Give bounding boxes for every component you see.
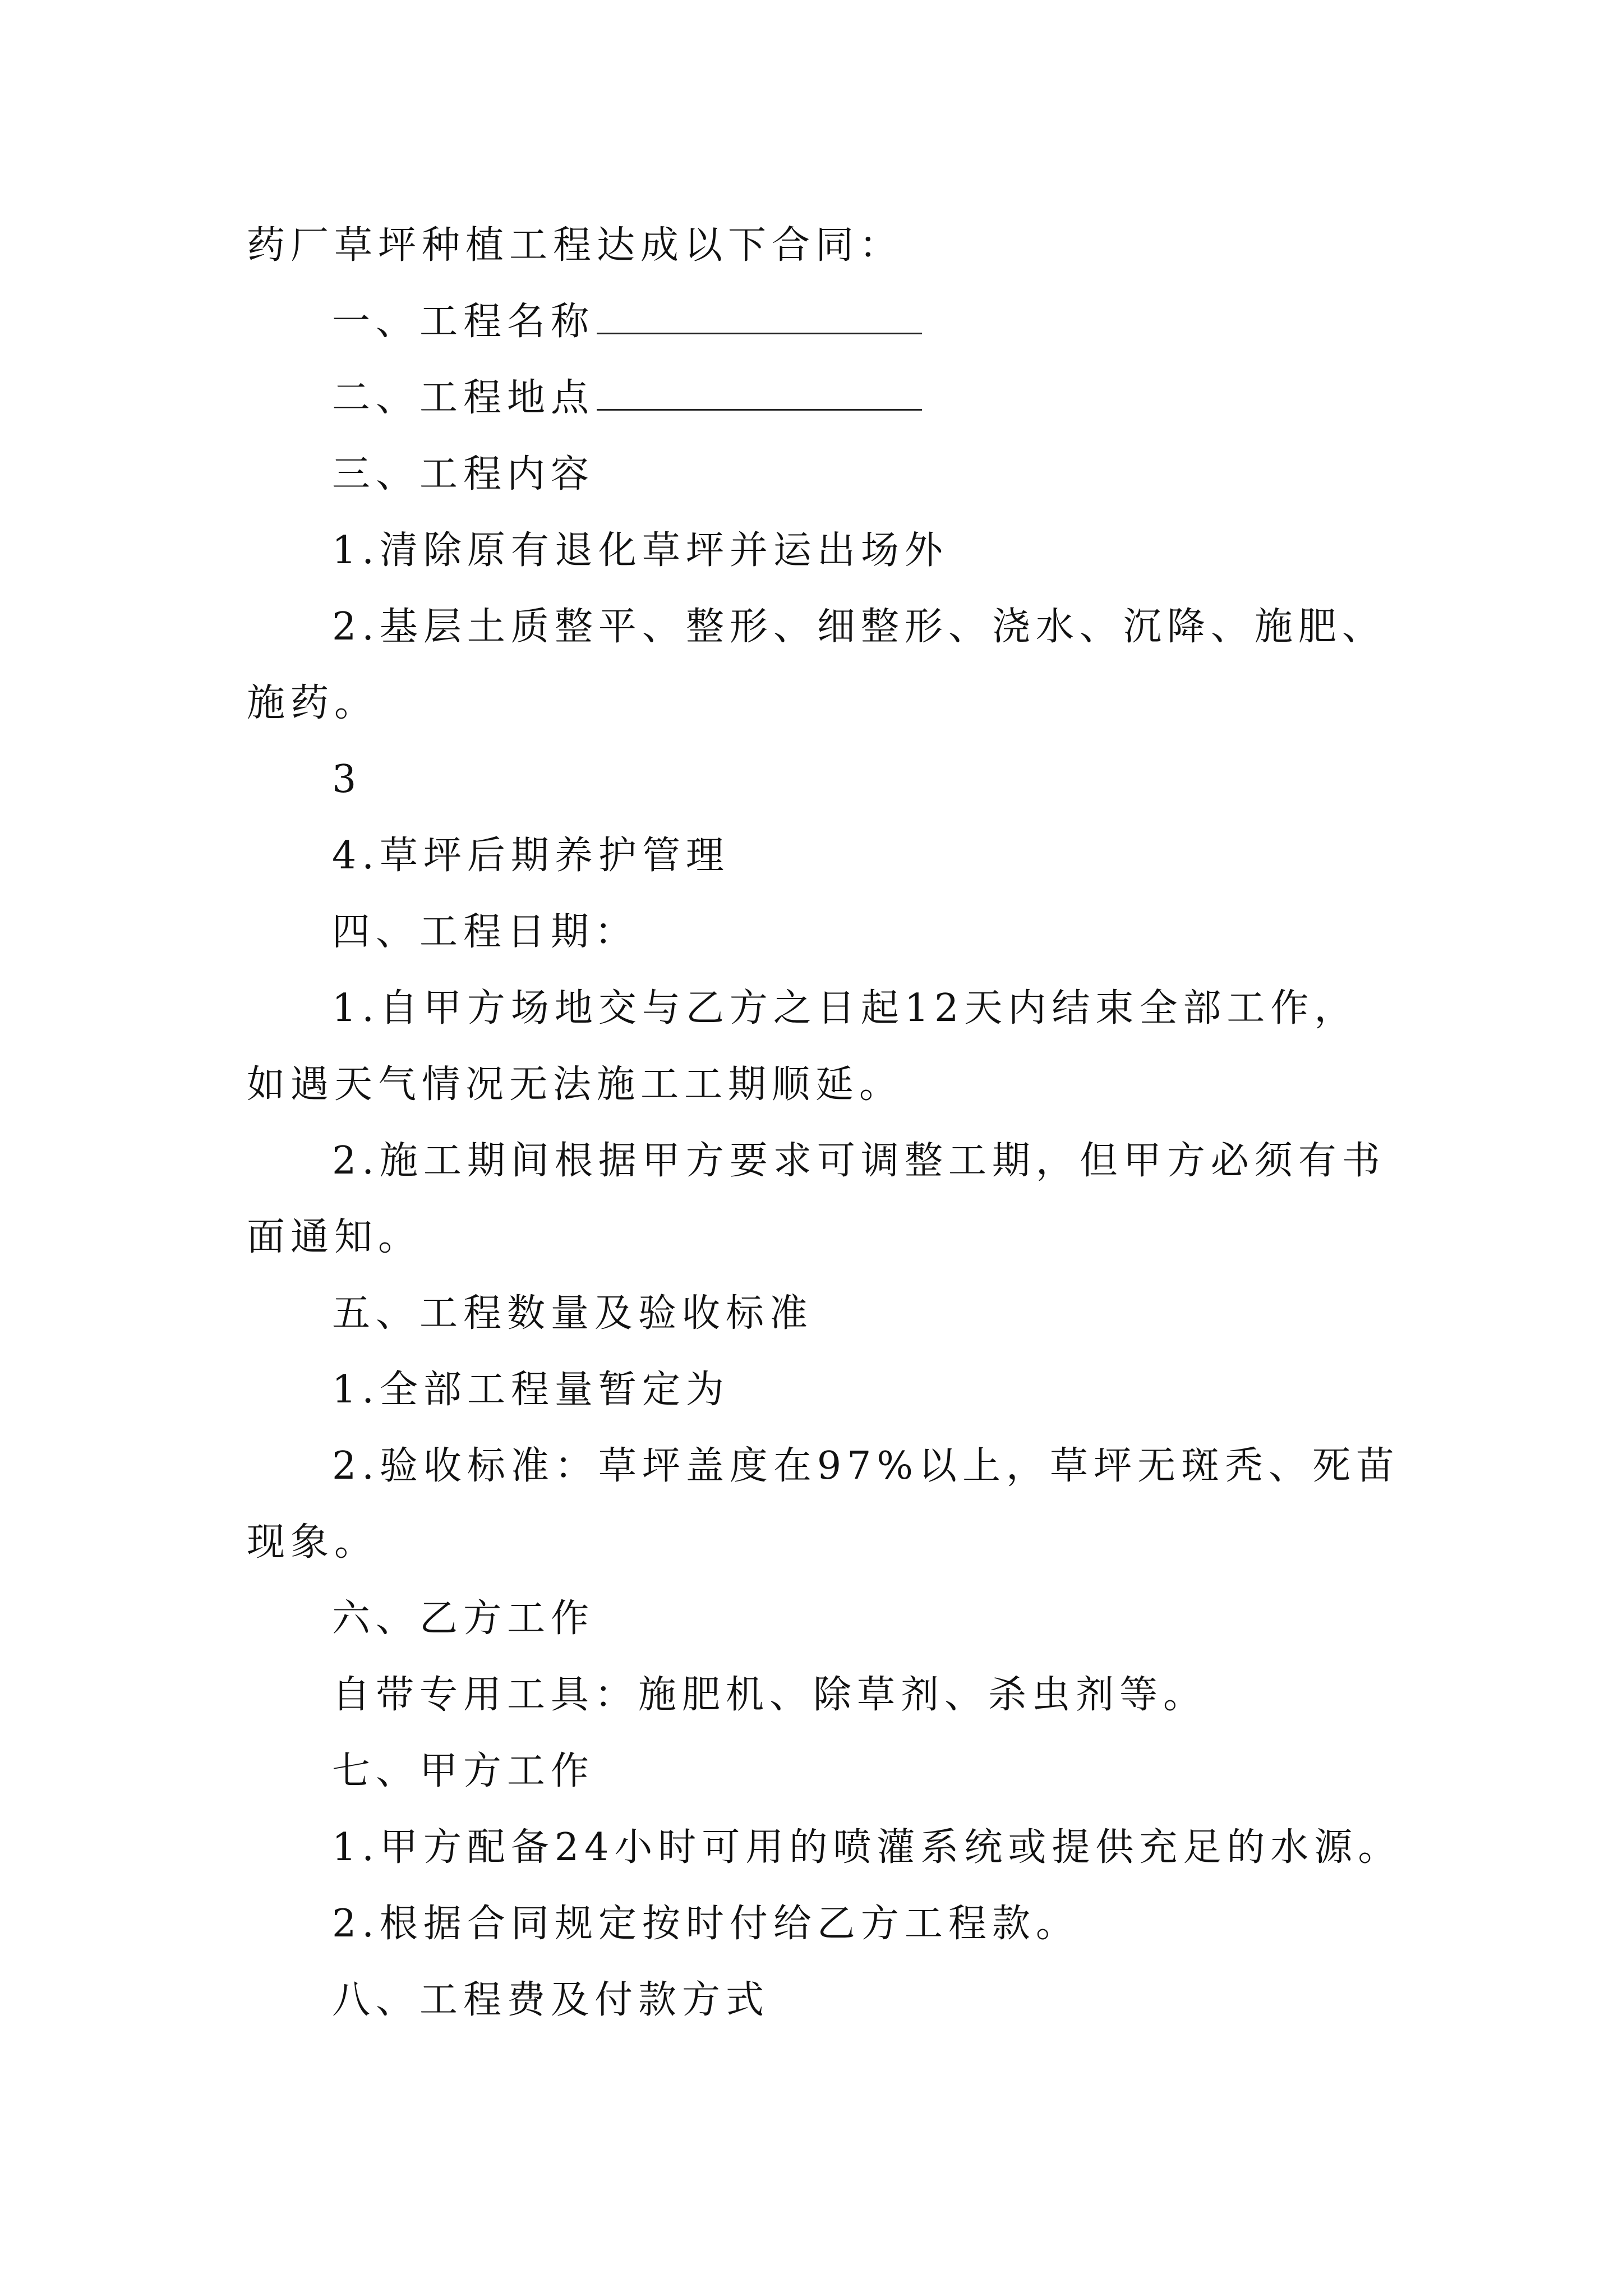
project-location-blank[interactable] [597,370,922,411]
section-heading-party-b: 六、乙方工作 [332,1596,595,1641]
quantity-item-1: 1.全部工程量暂定为 [332,1368,730,1412]
section-project-name-label: 一、工程名称 [332,300,595,344]
quantity-item-2: 2.验收标准：草坪盖度在97%以上，草坪无斑秃、死苗 [332,1444,1400,1488]
dates-item-1: 1.自甲方场地交与乙方之日起12天内结束全部工作， [332,986,1358,1030]
section-project-location-label: 二、工程地点 [332,376,595,420]
dates-item-2-continued: 面通知。 [247,1215,422,1259]
dates-item-2: 2.施工期间根据甲方要求可调整工期，但甲方必须有书 [332,1139,1386,1183]
section-heading-quantity: 五、工程数量及验收标准 [332,1291,814,1336]
party-a-item-2: 2.根据合同规定按时付给乙方工程款。 [332,1902,1080,1946]
section-heading-payment: 八、工程费及付款方式 [332,1978,770,2022]
content-item-2-continued: 施药。 [247,681,379,725]
quantity-item-2-continued: 现象。 [247,1520,379,1565]
intro-line: 药厂草坪种植工程达成以下合同： [247,223,903,268]
section-heading-party-a: 七、甲方工作 [332,1749,595,1793]
dates-item-1-continued: 如遇天气情况无法施工工期顺延。 [247,1062,903,1107]
content-item-1: 1.清除原有退化草坪并运出场外 [332,528,948,573]
content-item-3: 3 [332,757,362,802]
section-project-location [247,360,1402,436]
content-item-4: 4.草坪后期养护管理 [332,834,730,878]
party-a-item-1: 1.甲方配备24小时可用的喷灌系统或提供充足的水源。 [332,1825,1402,1870]
content-item-2: 2.基层土质整平、整形、细整形、浇水、沉降、施肥、 [332,605,1386,649]
contract-body [247,208,1402,2039]
section-heading-content: 三、工程内容 [332,452,595,496]
section-project-name [247,284,1402,360]
project-name-blank[interactable] [597,293,922,334]
party-b-item: 自带专用工具：施肥机、除草剂、杀虫剂等。 [332,1673,1207,1717]
section-heading-dates: 四、工程日期： [332,910,639,954]
